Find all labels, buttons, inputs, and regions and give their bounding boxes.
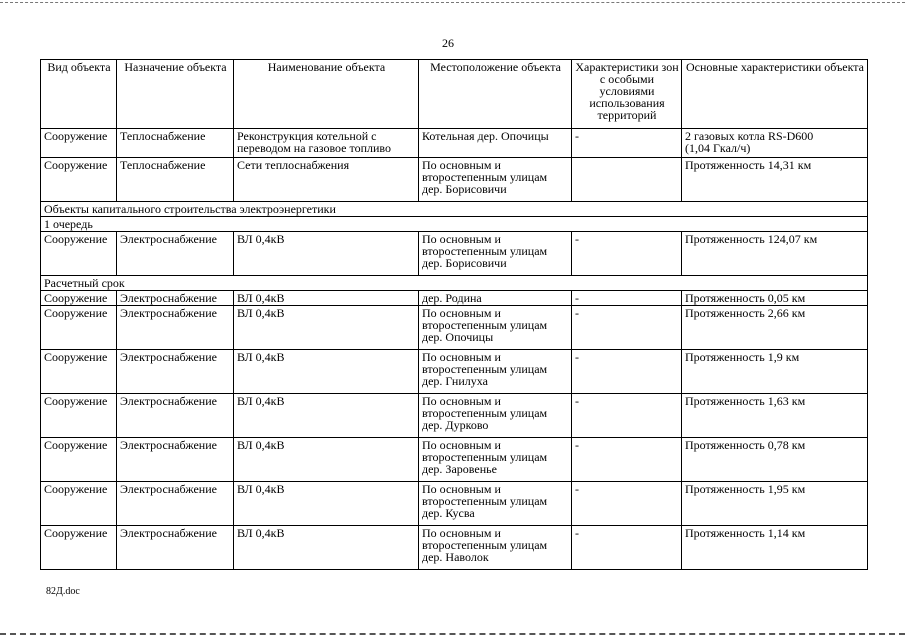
- table-row: [41, 306, 868, 350]
- cell-object-name: ВЛ 0,4кВ: [234, 526, 419, 570]
- cell-zone-characteristics: -: [572, 482, 682, 526]
- cell-zone-characteristics: -: [572, 291, 682, 306]
- table-row: [41, 232, 868, 276]
- cell-main-characteristics: Протяженность 124,07 км: [682, 232, 868, 276]
- cell-object-purpose: Электроснабжение: [117, 438, 234, 482]
- section-title: Объекты капитального строительства электроэнергетики: [41, 202, 868, 217]
- cell-object-type: Сооружение: [41, 526, 117, 570]
- cell-object-type: Сооружение: [41, 350, 117, 394]
- cell-zone-characteristics: -: [572, 232, 682, 276]
- cell-object-purpose: Электроснабжение: [117, 526, 234, 570]
- table-row: [41, 350, 868, 394]
- cell-object-purpose: Электроснабжение: [117, 350, 234, 394]
- cell-object-purpose: Теплоснабжение: [117, 158, 234, 202]
- cell-object-type: Сооружение: [41, 306, 117, 350]
- scan-edge-top: [0, 2, 905, 3]
- table-row: [41, 526, 868, 570]
- cell-zone-characteristics: -: [572, 394, 682, 438]
- cell-main-characteristics: Протяженность 1,95 км: [682, 482, 868, 526]
- cell-main-characteristics: Протяженность 1,9 км: [682, 350, 868, 394]
- cell-object-location: По основным и второстепенным улицам дер. Наволок: [419, 526, 572, 570]
- cell-object-location: По основным и второстепенным улицам дер. Дурково: [419, 394, 572, 438]
- cell-object-location: По основным и второстепенным улицам дер. Гнилуха: [419, 350, 572, 394]
- cell-object-type: Сооружение: [41, 291, 117, 306]
- cell-object-name: ВЛ 0,4кВ: [234, 306, 419, 350]
- table-header-row: [41, 60, 868, 129]
- cell-main-characteristics: Протяженность 1,63 км: [682, 394, 868, 438]
- cell-object-location: Котельная дер. Опочицы: [419, 129, 572, 158]
- table-row: [41, 291, 868, 306]
- cell-object-type: Сооружение: [41, 129, 117, 158]
- cell-main-characteristics: Протяженность 0,78 км: [682, 438, 868, 482]
- cell-object-location: По основным и второстепенным улицам дер. Опочицы: [419, 306, 572, 350]
- cell-main-characteristics: Протяженность 1,14 км: [682, 526, 868, 570]
- cell-object-location: По основным и второстепенным улицам дер. Кусва: [419, 482, 572, 526]
- scan-edge-bottom: [0, 633, 905, 635]
- cell-object-purpose: Электроснабжение: [117, 291, 234, 306]
- cell-main-characteristics: Протяженность 14,31 км: [682, 158, 868, 202]
- footer-filename: 82Д.doc: [46, 586, 80, 597]
- table-section-row: [41, 217, 868, 232]
- section-title: Расчетный срок: [41, 276, 868, 291]
- cell-main-characteristics: Протяженность 0,05 км: [682, 291, 868, 306]
- cell-object-name: ВЛ 0,4кВ: [234, 232, 419, 276]
- cell-object-name: ВЛ 0,4кВ: [234, 394, 419, 438]
- cell-object-purpose: Электроснабжение: [117, 306, 234, 350]
- cell-object-name: Сети теплоснабжения: [234, 158, 419, 202]
- section-title: 1 очередь: [41, 217, 868, 232]
- cell-object-name: ВЛ 0,4кВ: [234, 438, 419, 482]
- cell-object-type: Сооружение: [41, 394, 117, 438]
- table-section-row: [41, 276, 868, 291]
- cell-object-purpose: Электроснабжение: [117, 394, 234, 438]
- header-object-purpose: Назначение объекта: [117, 60, 234, 129]
- table-row: [41, 482, 868, 526]
- table-section-row: [41, 202, 868, 217]
- table-row: [41, 129, 868, 158]
- cell-object-purpose: Электроснабжение: [117, 232, 234, 276]
- header-object-type: Вид объекта: [41, 60, 117, 129]
- header-main-characteristics: Основные характеристики объекта: [682, 60, 868, 129]
- cell-zone-characteristics: -: [572, 526, 682, 570]
- cell-object-location: дер. Родина: [419, 291, 572, 306]
- header-object-location: Местоположение объекта: [419, 60, 572, 129]
- cell-object-purpose: Электроснабжение: [117, 482, 234, 526]
- table-row: [41, 158, 868, 202]
- cell-zone-characteristics: -: [572, 129, 682, 158]
- objects-table: [40, 59, 868, 570]
- cell-main-characteristics: 2 газовых котла RS-D600 (1,04 Гкал/ч): [682, 129, 868, 158]
- cell-zone-characteristics: -: [572, 306, 682, 350]
- cell-zone-characteristics: -: [572, 350, 682, 394]
- header-zone-characteristics: Характеристики зон с особыми условиями использования территорий: [572, 60, 682, 129]
- cell-zone-characteristics: [572, 158, 682, 202]
- cell-object-type: Сооружение: [41, 438, 117, 482]
- cell-object-purpose: Теплоснабжение: [117, 129, 234, 158]
- cell-main-characteristics: Протяженность 2,66 км: [682, 306, 868, 350]
- cell-object-location: По основным и второстепенным улицам дер. Борисовичи: [419, 158, 572, 202]
- table-body: [41, 129, 868, 570]
- table-row: [41, 438, 868, 482]
- cell-object-location: По основным и второстепенным улицам дер. Заровенье: [419, 438, 572, 482]
- cell-object-location: По основным и второстепенным улицам дер. Борисовичи: [419, 232, 572, 276]
- cell-object-name: ВЛ 0,4кВ: [234, 350, 419, 394]
- cell-object-type: Сооружение: [41, 158, 117, 202]
- cell-zone-characteristics: -: [572, 438, 682, 482]
- cell-object-type: Сооружение: [41, 482, 117, 526]
- cell-object-name: ВЛ 0,4кВ: [234, 482, 419, 526]
- cell-object-type: Сооружение: [41, 232, 117, 276]
- cell-object-name: ВЛ 0,4кВ: [234, 291, 419, 306]
- header-object-name: Наименование объекта: [234, 60, 419, 129]
- cell-object-name: Реконструкция котельной с переводом на газовое топливо: [234, 129, 419, 158]
- page-number: 26: [442, 36, 454, 50]
- table-row: [41, 394, 868, 438]
